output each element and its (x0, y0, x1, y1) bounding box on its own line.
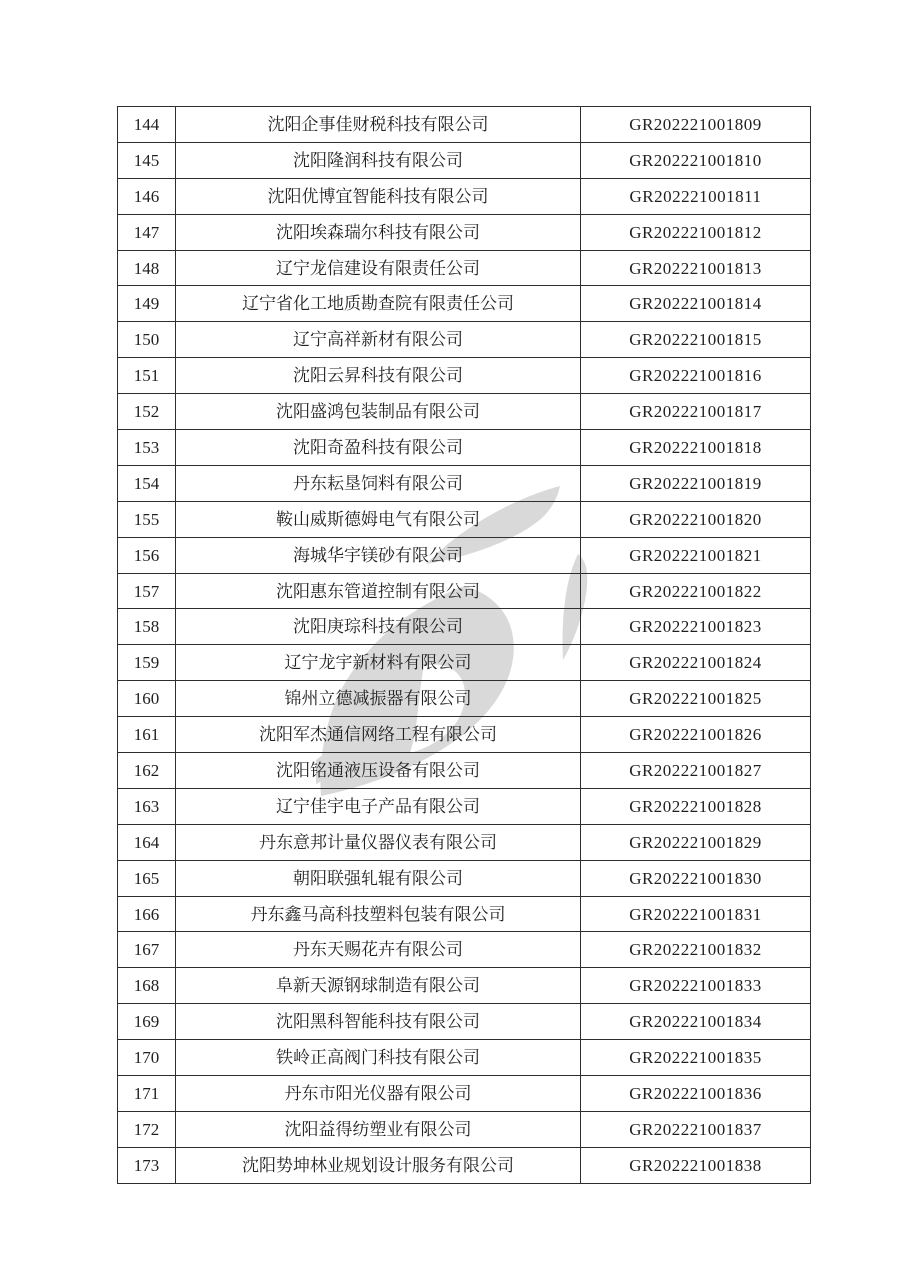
company-name-cell: 沈阳庚琮科技有限公司 (176, 609, 581, 645)
table-row (118, 1147, 811, 1183)
certificate-code-cell: GR202221001816 (581, 358, 811, 394)
table-row (118, 178, 811, 214)
row-number-cell: 152 (118, 394, 176, 430)
certificate-code-cell: GR202221001827 (581, 753, 811, 789)
certificate-code-cell: GR202221001836 (581, 1076, 811, 1112)
row-number-cell: 144 (118, 107, 176, 143)
row-number-cell: 149 (118, 286, 176, 322)
row-number-cell: 170 (118, 1040, 176, 1076)
table-row (118, 609, 811, 645)
row-number-cell: 166 (118, 896, 176, 932)
table-row (118, 1004, 811, 1040)
certificate-code-cell: GR202221001831 (581, 896, 811, 932)
row-number-cell: 156 (118, 537, 176, 573)
certificate-code-cell: GR202221001823 (581, 609, 811, 645)
company-name-cell: 丹东市阳光仪器有限公司 (176, 1076, 581, 1112)
row-number-cell: 163 (118, 788, 176, 824)
certificate-code-cell: GR202221001826 (581, 717, 811, 753)
table-row (118, 681, 811, 717)
company-name-cell: 沈阳企事佳财税科技有限公司 (176, 107, 581, 143)
row-number-cell: 160 (118, 681, 176, 717)
row-number-cell: 151 (118, 358, 176, 394)
table-row (118, 573, 811, 609)
table-row (118, 717, 811, 753)
certificate-code-cell: GR202221001835 (581, 1040, 811, 1076)
table-row (118, 1040, 811, 1076)
row-number-cell: 154 (118, 465, 176, 501)
row-number-cell: 168 (118, 968, 176, 1004)
company-name-cell: 沈阳优博宜智能科技有限公司 (176, 178, 581, 214)
company-name-cell: 沈阳黑科智能科技有限公司 (176, 1004, 581, 1040)
company-name-cell: 丹东意邦计量仪器仪表有限公司 (176, 824, 581, 860)
certificate-code-cell: GR202221001818 (581, 430, 811, 466)
row-number-cell: 167 (118, 932, 176, 968)
certificate-code-cell: GR202221001809 (581, 107, 811, 143)
row-number-cell: 164 (118, 824, 176, 860)
table-row (118, 501, 811, 537)
table-row (118, 537, 811, 573)
table-row (118, 824, 811, 860)
row-number-cell: 165 (118, 860, 176, 896)
company-name-cell: 沈阳军杰通信网络工程有限公司 (176, 717, 581, 753)
certificate-code-cell: GR202221001811 (581, 178, 811, 214)
row-number-cell: 173 (118, 1147, 176, 1183)
table-row (118, 358, 811, 394)
certificate-code-cell: GR202221001820 (581, 501, 811, 537)
row-number-cell: 169 (118, 1004, 176, 1040)
certificate-code-cell: GR202221001812 (581, 214, 811, 250)
table-row (118, 1111, 811, 1147)
certificate-code-cell: GR202221001828 (581, 788, 811, 824)
company-name-cell: 沈阳埃森瑞尔科技有限公司 (176, 214, 581, 250)
company-name-cell: 丹东耘垦饲料有限公司 (176, 465, 581, 501)
table-row (118, 430, 811, 466)
row-number-cell: 155 (118, 501, 176, 537)
table-row (118, 286, 811, 322)
company-name-cell: 辽宁佳宇电子产品有限公司 (176, 788, 581, 824)
table-row (118, 968, 811, 1004)
company-name-cell: 辽宁龙宇新材料有限公司 (176, 645, 581, 681)
row-number-cell: 148 (118, 250, 176, 286)
company-name-cell: 丹东天赐花卉有限公司 (176, 932, 581, 968)
company-certificate-table (117, 106, 811, 1184)
certificate-code-cell: GR202221001813 (581, 250, 811, 286)
company-name-cell: 海城华宇镁砂有限公司 (176, 537, 581, 573)
certificate-code-cell: GR202221001810 (581, 142, 811, 178)
row-number-cell: 153 (118, 430, 176, 466)
table-row (118, 753, 811, 789)
company-name-cell: 沈阳铭通液压设备有限公司 (176, 753, 581, 789)
company-name-cell: 沈阳隆润科技有限公司 (176, 142, 581, 178)
table-row (118, 322, 811, 358)
table-row (118, 860, 811, 896)
row-number-cell: 162 (118, 753, 176, 789)
certificate-code-cell: GR202221001824 (581, 645, 811, 681)
certificate-code-cell: GR202221001838 (581, 1147, 811, 1183)
table-row (118, 896, 811, 932)
row-number-cell: 159 (118, 645, 176, 681)
company-name-cell: 沈阳云昇科技有限公司 (176, 358, 581, 394)
table-row (118, 645, 811, 681)
certificate-code-cell: GR202221001822 (581, 573, 811, 609)
certificate-code-cell: GR202221001814 (581, 286, 811, 322)
table-row (118, 107, 811, 143)
table-row (118, 214, 811, 250)
certificate-code-cell: GR202221001815 (581, 322, 811, 358)
certificate-code-cell: GR202221001830 (581, 860, 811, 896)
row-number-cell: 145 (118, 142, 176, 178)
table-row (118, 932, 811, 968)
company-name-cell: 丹东鑫马高科技塑料包装有限公司 (176, 896, 581, 932)
certificate-code-cell: GR202221001825 (581, 681, 811, 717)
company-name-cell: 沈阳益得纺塑业有限公司 (176, 1111, 581, 1147)
row-number-cell: 146 (118, 178, 176, 214)
row-number-cell: 150 (118, 322, 176, 358)
certificate-code-cell: GR202221001833 (581, 968, 811, 1004)
certificate-code-cell: GR202221001832 (581, 932, 811, 968)
table-row (118, 465, 811, 501)
table-row (118, 394, 811, 430)
table-row (118, 788, 811, 824)
table-row (118, 142, 811, 178)
row-number-cell: 147 (118, 214, 176, 250)
company-name-cell: 阜新天源钢球制造有限公司 (176, 968, 581, 1004)
row-number-cell: 171 (118, 1076, 176, 1112)
company-name-cell: 沈阳惠东管道控制有限公司 (176, 573, 581, 609)
row-number-cell: 158 (118, 609, 176, 645)
row-number-cell: 161 (118, 717, 176, 753)
table-row (118, 1076, 811, 1112)
company-name-cell: 沈阳盛鸿包装制品有限公司 (176, 394, 581, 430)
company-name-cell: 辽宁高祥新材有限公司 (176, 322, 581, 358)
certificate-code-cell: GR202221001829 (581, 824, 811, 860)
certificate-code-cell: GR202221001834 (581, 1004, 811, 1040)
company-name-cell: 朝阳联强轧辊有限公司 (176, 860, 581, 896)
company-name-cell: 辽宁龙信建设有限责任公司 (176, 250, 581, 286)
company-name-cell: 沈阳奇盈科技有限公司 (176, 430, 581, 466)
certificate-code-cell: GR202221001837 (581, 1111, 811, 1147)
certificate-code-cell: GR202221001817 (581, 394, 811, 430)
company-name-cell: 沈阳势坤林业规划设计服务有限公司 (176, 1147, 581, 1183)
company-name-cell: 辽宁省化工地质勘查院有限责任公司 (176, 286, 581, 322)
row-number-cell: 172 (118, 1111, 176, 1147)
company-name-cell: 锦州立德减振器有限公司 (176, 681, 581, 717)
certificate-code-cell: GR202221001819 (581, 465, 811, 501)
company-name-cell: 鞍山威斯德姆电气有限公司 (176, 501, 581, 537)
table-row (118, 250, 811, 286)
row-number-cell: 157 (118, 573, 176, 609)
certificate-code-cell: GR202221001821 (581, 537, 811, 573)
company-name-cell: 铁岭正高阀门科技有限公司 (176, 1040, 581, 1076)
